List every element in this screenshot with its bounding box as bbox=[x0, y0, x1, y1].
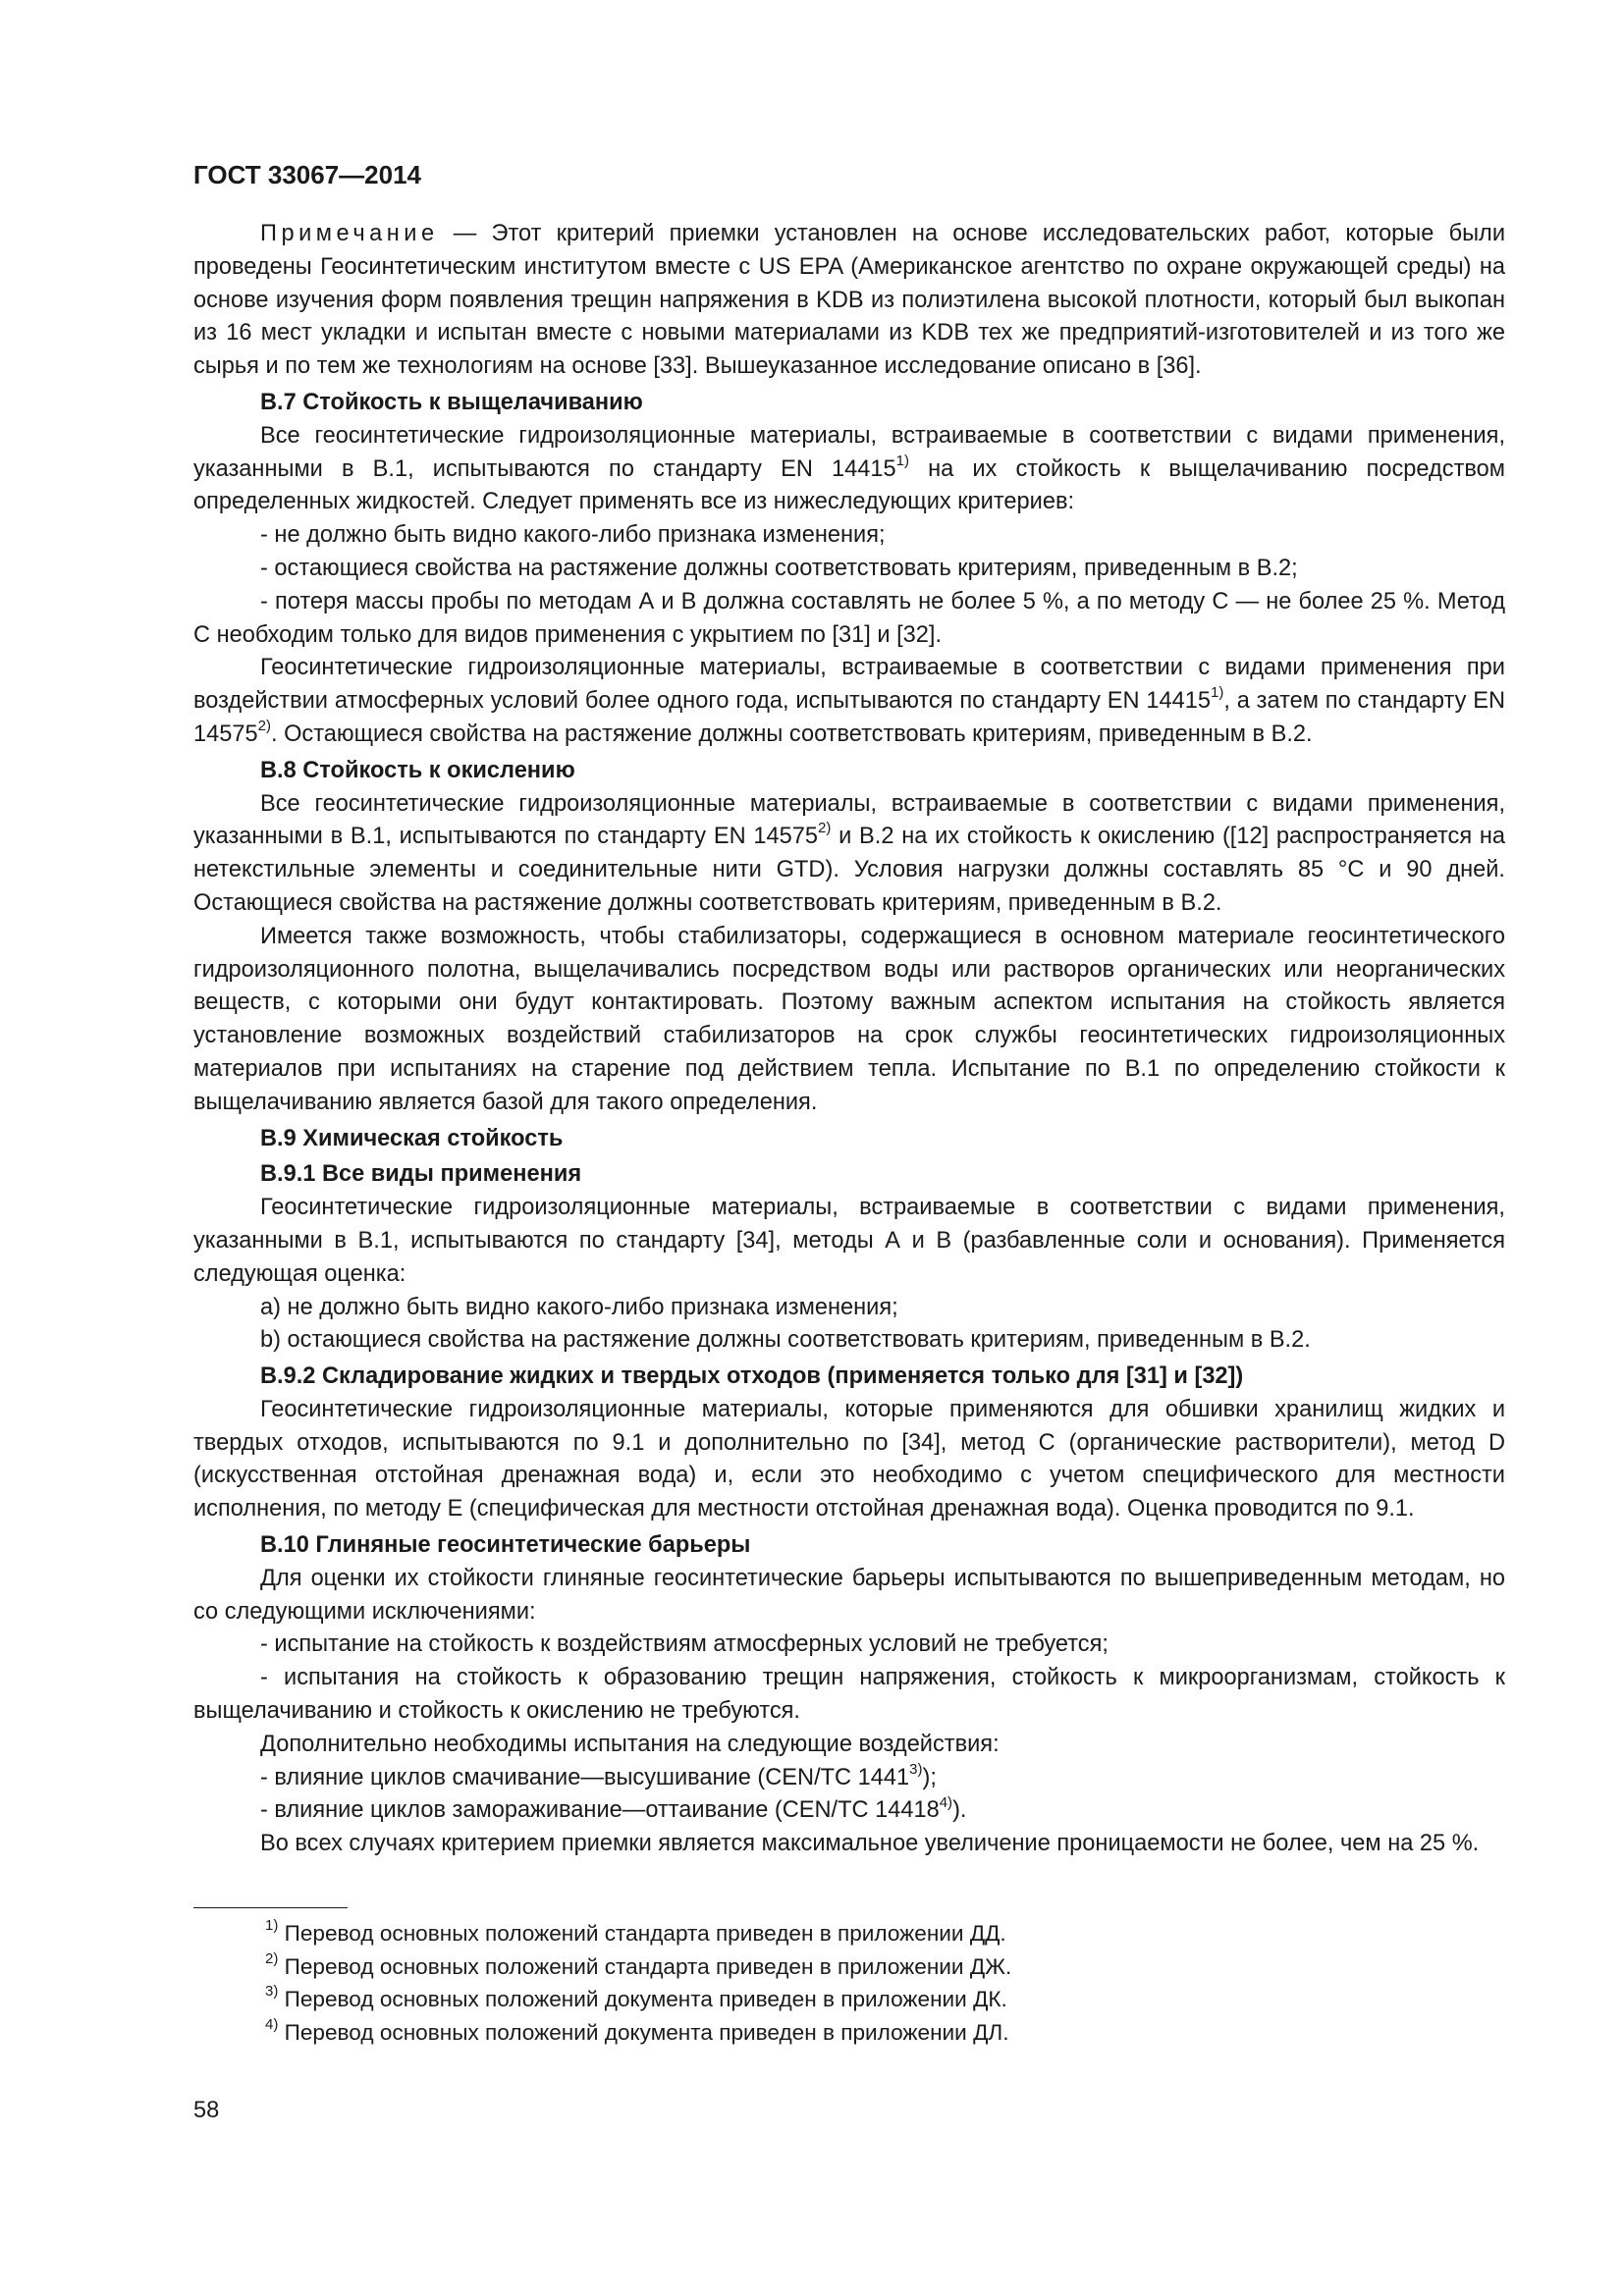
b10-item4-text-a: - влияние циклов замораживание—оттаивание (CEN/TC 14418 bbox=[260, 1797, 940, 1824]
section-heading-b10: В.10 Глиняные геосинтетические барьеры bbox=[260, 1532, 751, 1559]
document-header: ГОСТ 33067—2014 bbox=[193, 160, 421, 189]
b10-item3-text-a: - влияние циклов смачивание—высушивание (CEN/TC 1441 bbox=[260, 1764, 910, 1790]
footnote-ref: 1) bbox=[895, 452, 909, 469]
footnote-ref: 2) bbox=[818, 820, 832, 837]
document-body bbox=[193, 218, 1505, 1861]
list-item: - испытание на стойкость к воздействиям атмосферных условий не требуется; bbox=[260, 1631, 1109, 1658]
list-item bbox=[260, 1794, 1505, 1828]
b7-p2-text-a: Геосинтетические гидроизоляционные материалы, встраиваемые в соответствии с видами применения при воздействии атмосферных условий более одного года, испытываются по стандарту EN 14415 bbox=[193, 655, 1505, 715]
b8-paragraph-1 bbox=[193, 788, 1505, 921]
footnote-divider bbox=[193, 1907, 348, 1908]
note-paragraph bbox=[193, 218, 1505, 384]
b7-p2-text-b: , а затем по стандарту EN 14575 bbox=[193, 688, 1506, 747]
footnote bbox=[265, 1950, 1443, 1984]
footnote-ref: 2) bbox=[257, 718, 271, 735]
footnote-mark: 1) bbox=[265, 1917, 279, 1935]
b7-paragraph-2 bbox=[193, 652, 1505, 751]
b10-item3-text-b: ); bbox=[922, 1764, 937, 1790]
list-item: b) остающиеся свойства на растяжение должны соответствовать критериям, приведенным в В.2. bbox=[260, 1327, 1311, 1354]
footnote-ref: 3) bbox=[909, 1760, 923, 1778]
list-item: - потеря массы пробы по методам А и В должна составлять не более 5 %, а по методу С — не более 25 %. Метод С необходим только для видов применения с укрытием по [31] и [32]. bbox=[193, 588, 1505, 648]
section-heading-b9-1: В.9.1 Все виды применения bbox=[260, 1161, 582, 1188]
section-heading-b8: В.8 Стойкость к окислению bbox=[260, 757, 575, 783]
footnote-text: Перевод основных положений стандарта приведен в приложении ДЖ. bbox=[278, 1953, 1012, 1979]
b9-1-paragraph: Геосинтетические гидроизоляционные материалы, встраиваемые в соответствии с видами применения, указанными в В.1, испытываются по стандарту [34], методы А и В (разбавленные соли и основания). Применяется следующая оценка: bbox=[193, 1195, 1505, 1287]
b10-item4-text-b: ). bbox=[952, 1797, 967, 1824]
footnote-ref: 4) bbox=[939, 1793, 953, 1811]
section-heading-b9-2: В.9.2 Складирование жидких и твердых отходов (применяется только для [31] и [32]) bbox=[260, 1363, 1244, 1390]
footnote-mark: 2) bbox=[265, 1949, 279, 1967]
b10-paragraph-3: Во всех случаях критерием приемки является максимальное увеличение проницаемости не более, чем на 25 %. bbox=[260, 1831, 1480, 1857]
footnote-mark: 3) bbox=[265, 1983, 279, 2001]
page-number: 58 bbox=[193, 2098, 220, 2123]
footnotes bbox=[265, 1917, 1443, 2049]
list-item: - испытания на стойкость к образованию трещин напряжения, стойкость к микроорганизмам, стойкость к выщелачиванию и стойкость к окислению не требуются. bbox=[193, 1665, 1505, 1725]
footnote bbox=[265, 1983, 1443, 2016]
list-item: - не должно быть видно какого-либо признака изменения; bbox=[260, 522, 886, 549]
list-item bbox=[260, 1762, 1505, 1795]
b8-p1-text-a: Все геосинтетические гидроизоляционные материалы, встраиваемые в соответствии с видами применения, указанными в В.1, испытываются по стандарту EN 14575 bbox=[193, 790, 1505, 850]
b7-paragraph-1 bbox=[193, 420, 1505, 519]
footnote bbox=[265, 2016, 1443, 2050]
list-item: a) не должно быть видно какого-либо признака изменения; bbox=[260, 1294, 898, 1320]
b8-p1-text-b: и В.2 на их стойкость к окислению ([12] распространяется на нетекстильные элементы и соединительные нити GTD). Условия нагрузки должны составлять 85 °С и 90 дней. Остающиеся свойства на растяжение должны соответствовать критериям, приведенным в В.2. bbox=[193, 824, 1506, 916]
footnote-text: Перевод основных положений документа приведен в приложении ДЛ. bbox=[278, 2019, 1009, 2045]
footnote-text: Перевод основных положений документа приведен в приложении ДК. bbox=[278, 1987, 1007, 2011]
b9-2-paragraph: Геосинтетические гидроизоляционные материалы, которые применяются для обшивки хранилищ жидких и твердых отходов, испытываются по 9.1 и дополнительно по [34], метод С (органические растворители), метод D (искусственная отстойная дренажная вода) и, если это необходимо с учетом специфического для местности исполнения, по методу Е (специфическая для местности отстойная дренажная вода). Оценка проводится по 9.1. bbox=[193, 1396, 1505, 1522]
note-text: — Этот критерий приемки установлен на основе исследовательских работ, которые были проведены Геосинтетическим институтом вместе с US EPA (Американское агентство по охране окружающей среды) на основе изучения форм появления трещин напряжения в KDB из полиэтилена высокой плотности, который был выкопан из 16 мест укладки и испытан вместе с новыми материалами из KDB тех же предприятий-изготовителей и из того же сырья и по тем же технологиям на основе [33]. Вышеуказанное исследование описано в [36]. bbox=[193, 221, 1505, 380]
footnote-ref: 1) bbox=[1210, 684, 1224, 702]
note-label: Примечание bbox=[260, 221, 439, 246]
b8-paragraph-2: Имеется также возможность, чтобы стабилизаторы, содержащиеся в основном материале геосинтетического гидроизоляционного полотна, выщелачивались посредством воды или растворов органических или неорганических веществ, с которыми они будут контактировать. Поэтому важным аспектом испытания на стойкость является установление возможных воздействий стабилизаторов на срок службы геосинтетических гидроизоляционных материалов при испытаниях на старение под действием тепла. Испытание по В.1 по определению стойкости к выщелачиванию является базой для такого определения. bbox=[193, 923, 1505, 1115]
footnote-mark: 4) bbox=[265, 2015, 279, 2033]
section-heading-b9: В.9 Химическая стойкость bbox=[260, 1125, 564, 1151]
list-item: - остающиеся свойства на растяжение должны соответствовать критериям, приведенным в В.2; bbox=[260, 555, 1298, 581]
b10-paragraph-2: Дополнительно необходимы испытания на следующие воздействия: bbox=[260, 1731, 1000, 1757]
b7-p1-text-b: на их стойкость к выщелачиванию посредством определенных жидкостей. Следует применять все из нижеследующих критериев: bbox=[193, 455, 1505, 515]
b7-p1-text-a: Все геосинтетические гидроизоляционные материалы, встраиваемые в соответствии с видами применения, указанными в В.1, испытываются по стандарту EN 14415 bbox=[193, 422, 1505, 482]
b7-p2-text-c: . Остающиеся свойства на растяжение должны соответствовать критериям, приведенным в В.2. bbox=[270, 721, 1313, 747]
section-heading-b7: В.7 Стойкость к выщелачиванию bbox=[260, 389, 643, 415]
footnote bbox=[265, 1917, 1443, 1950]
b10-paragraph-1: Для оценки их стойкости глиняные геосинтетические барьеры испытываются по вышеприведенным методам, но со следующими исключениями: bbox=[193, 1565, 1505, 1625]
footnote-text: Перевод основных положений стандарта приведен в приложении ДД. bbox=[278, 1921, 1006, 1946]
